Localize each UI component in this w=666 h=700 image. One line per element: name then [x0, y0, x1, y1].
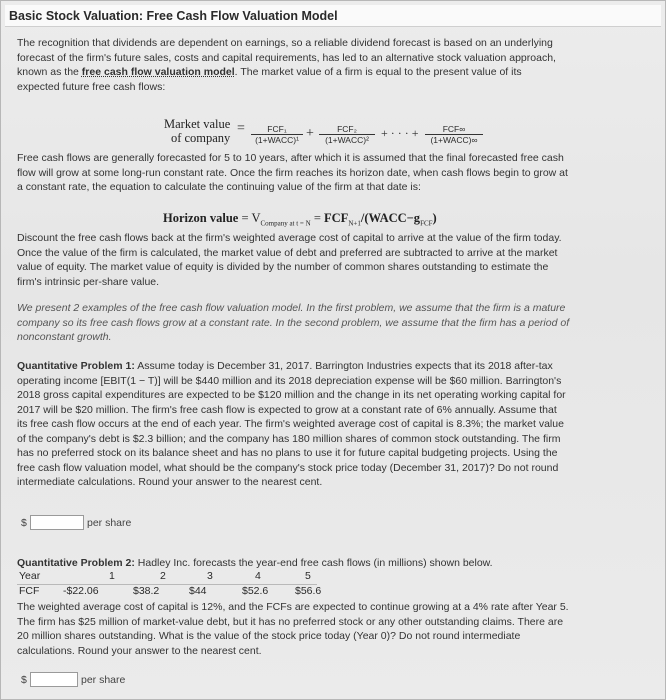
problem-1-label: Quantitative Problem 1:	[17, 360, 135, 372]
horizon-paragraph	[17, 151, 568, 195]
para-line: Discount the free cash flows back at the firm's weighted average cost of capital to arrive at the value of the firm today.	[17, 232, 562, 244]
dollar-sign: $	[21, 517, 27, 529]
para-line: its free cash flow occurs at the end of each year. The firm's weighted average cost of capital is 8.3%; the market value	[17, 418, 564, 430]
model-name: free cash flow valuation model	[81, 66, 235, 78]
equals-sign: =	[241, 211, 249, 225]
para-line: nonconstant growth.	[17, 331, 112, 343]
table-cell: $56.6	[295, 585, 322, 597]
dollar-sign: $	[21, 674, 27, 686]
formula-symbol: FCF	[324, 211, 349, 225]
table-header-cell: 4	[255, 570, 261, 582]
table-cell: -$22.06	[63, 585, 99, 597]
fraction-term-2	[319, 124, 375, 146]
para-line	[17, 359, 566, 374]
table-header-label: Year	[19, 570, 41, 582]
horizon-value-formula	[163, 211, 437, 228]
para-line: operating income [EBIT(1 − T)] will be $440 million and its 2018 depreciation expense will be $60 million. Barrington's	[17, 374, 562, 387]
para-line: value of equity. The market value of equity is divided by the number of common shares outstanding to estimate the	[17, 261, 549, 273]
intro-line-1: The recognition that dividends are dependent on earnings, so a reliable dividend forecast is based on an underlying	[17, 37, 553, 49]
para-line: calculations. Round your answer to the nearest cent.	[17, 644, 262, 657]
page-title: Basic Stock Valuation: Free Cash Flow Valuation Model	[5, 5, 661, 27]
table-cell: $44	[189, 585, 207, 597]
intro-text: . The market value of a firm is equal to the present value of its	[234, 66, 522, 78]
discount-paragraph	[17, 231, 562, 289]
para-line: 2018 gross capital expenditures are expected to be $120 million and the change in its net operating working capital for	[17, 389, 566, 401]
table-header-cell: 3	[207, 570, 213, 582]
problem-2-intro	[17, 556, 493, 571]
para-line: firm's intrinsic per-share value.	[17, 275, 160, 288]
formula-subscript: N+1	[348, 219, 361, 228]
para-line: has no preferred stock on its balance sheet and has no plans to use it for future capital budgeting projects. Using the	[17, 447, 558, 459]
problem-2-answer-input[interactable]	[30, 672, 78, 687]
para-line: 2017 will be $20 million. The firm's free cash flow is expected to grow at a constant rate of 6% annually. Assume that	[17, 403, 557, 416]
problem-1-text	[17, 359, 566, 490]
para-line: The weighted average cost of capital is 12%, and the FCFs are expected to continue growing at a 4% rate after Year 5.	[17, 601, 569, 613]
table-header-cell: 1	[109, 570, 115, 582]
table-header-cell: 2	[160, 570, 166, 582]
fraction-term-n	[425, 124, 483, 146]
problem-2-text	[17, 600, 569, 658]
para-line: flow will grow at some long-run constant rate. Once the firm reaches its horizon date, when cash flows begin to grow at	[17, 166, 568, 179]
formula-lhs: Horizon value	[163, 211, 239, 225]
problem-2-label: Quantitative Problem 2:	[17, 557, 135, 569]
denominator: (1+WACC)∞	[430, 135, 478, 145]
denominator: (1+WACC)²	[325, 135, 369, 145]
equals-sign: =	[237, 121, 245, 136]
examples-paragraph	[17, 301, 569, 345]
para-line: of the company's debt is $2.3 billion; and the company has 180 million shares of common stock outstanding. The firm	[17, 432, 561, 445]
intro-line-3	[17, 65, 556, 80]
para-text: Hadley Inc. forecasts the year-end free cash flows (in millions) shown below.	[134, 557, 493, 569]
para-line: a constant rate, the equation to calculate the continuing value of the firm at that date is:	[17, 181, 421, 193]
table-header-row	[17, 570, 537, 584]
formula-lhs	[164, 117, 230, 145]
numerator: FCF∞	[425, 124, 483, 135]
para-line: company so its free cash flows grow at a constant rate. In the second problem, we assume that the firm has a period of	[17, 316, 570, 329]
denominator: (1+WACC)¹	[255, 135, 299, 145]
para-line: The firm has $25 million of market-value debt, but it has no preferred stock or any other outstanding claims. There are	[17, 615, 564, 628]
para-line: Once the value of the firm is calculated, the market value of debt and preferred are subtracted to arrive at the market	[17, 246, 558, 259]
fcf-table	[17, 570, 537, 599]
para-line	[17, 556, 493, 571]
per-share-label: per share	[87, 517, 132, 529]
table-cell: $38.2	[133, 585, 160, 597]
intro-text: known as the	[17, 66, 82, 78]
intro-paragraph	[17, 36, 556, 94]
para-line: intermediate calculations. Round your answer to the nearest cent.	[17, 476, 323, 488]
table-row	[17, 585, 537, 599]
formula-subscript: FCF	[420, 219, 433, 228]
intro-line-2: forecast of the firm's future sales, costs and capital requirements, has led to an alternative stock valuation approach,	[17, 51, 556, 64]
fraction-term-1	[251, 124, 303, 146]
numerator: FCF₁	[251, 124, 303, 135]
formula-lhs-line: of company	[170, 131, 231, 145]
table-cell: $52.6	[242, 585, 269, 597]
table-header-cell: 5	[305, 570, 311, 582]
plus-sign: +	[306, 126, 314, 141]
per-share-label: per share	[81, 674, 126, 686]
formula-subscript: Company at t = N	[260, 219, 311, 228]
problem-1-answer-input[interactable]	[30, 515, 84, 530]
numerator: FCF₂	[319, 124, 375, 135]
formula-lhs-line: Market value	[164, 117, 231, 131]
ellipsis-plus: + · · · +	[381, 126, 419, 140]
table-row-label: FCF	[19, 585, 40, 597]
para-line: Free cash flows are generally forecasted for 5 to 10 years, after which it is assumed that the final forecasted free cash	[17, 152, 564, 164]
para-line: free cash flow valuation model, what should be the company's stock price today (December 31, 2017)? Do not round	[17, 461, 559, 474]
intro-line-4: expected future free cash flows:	[17, 80, 166, 93]
formula-symbol: /(WACC−g	[360, 211, 421, 225]
para-text: Assume today is December 31, 2017. Barrington Industries expects that its 2018 after-tax	[134, 360, 553, 372]
formula-symbol: V	[251, 211, 261, 225]
para-line: We present 2 examples of the free cash flow valuation model. In the first problem, we assume that the firm is a mature	[17, 302, 566, 314]
equals-sign: =	[313, 211, 321, 225]
para-line: 20 million shares outstanding. What is the value of the stock price today (Year 0)? Do not round intermediate	[17, 630, 521, 642]
formula-symbol: )	[432, 211, 437, 225]
